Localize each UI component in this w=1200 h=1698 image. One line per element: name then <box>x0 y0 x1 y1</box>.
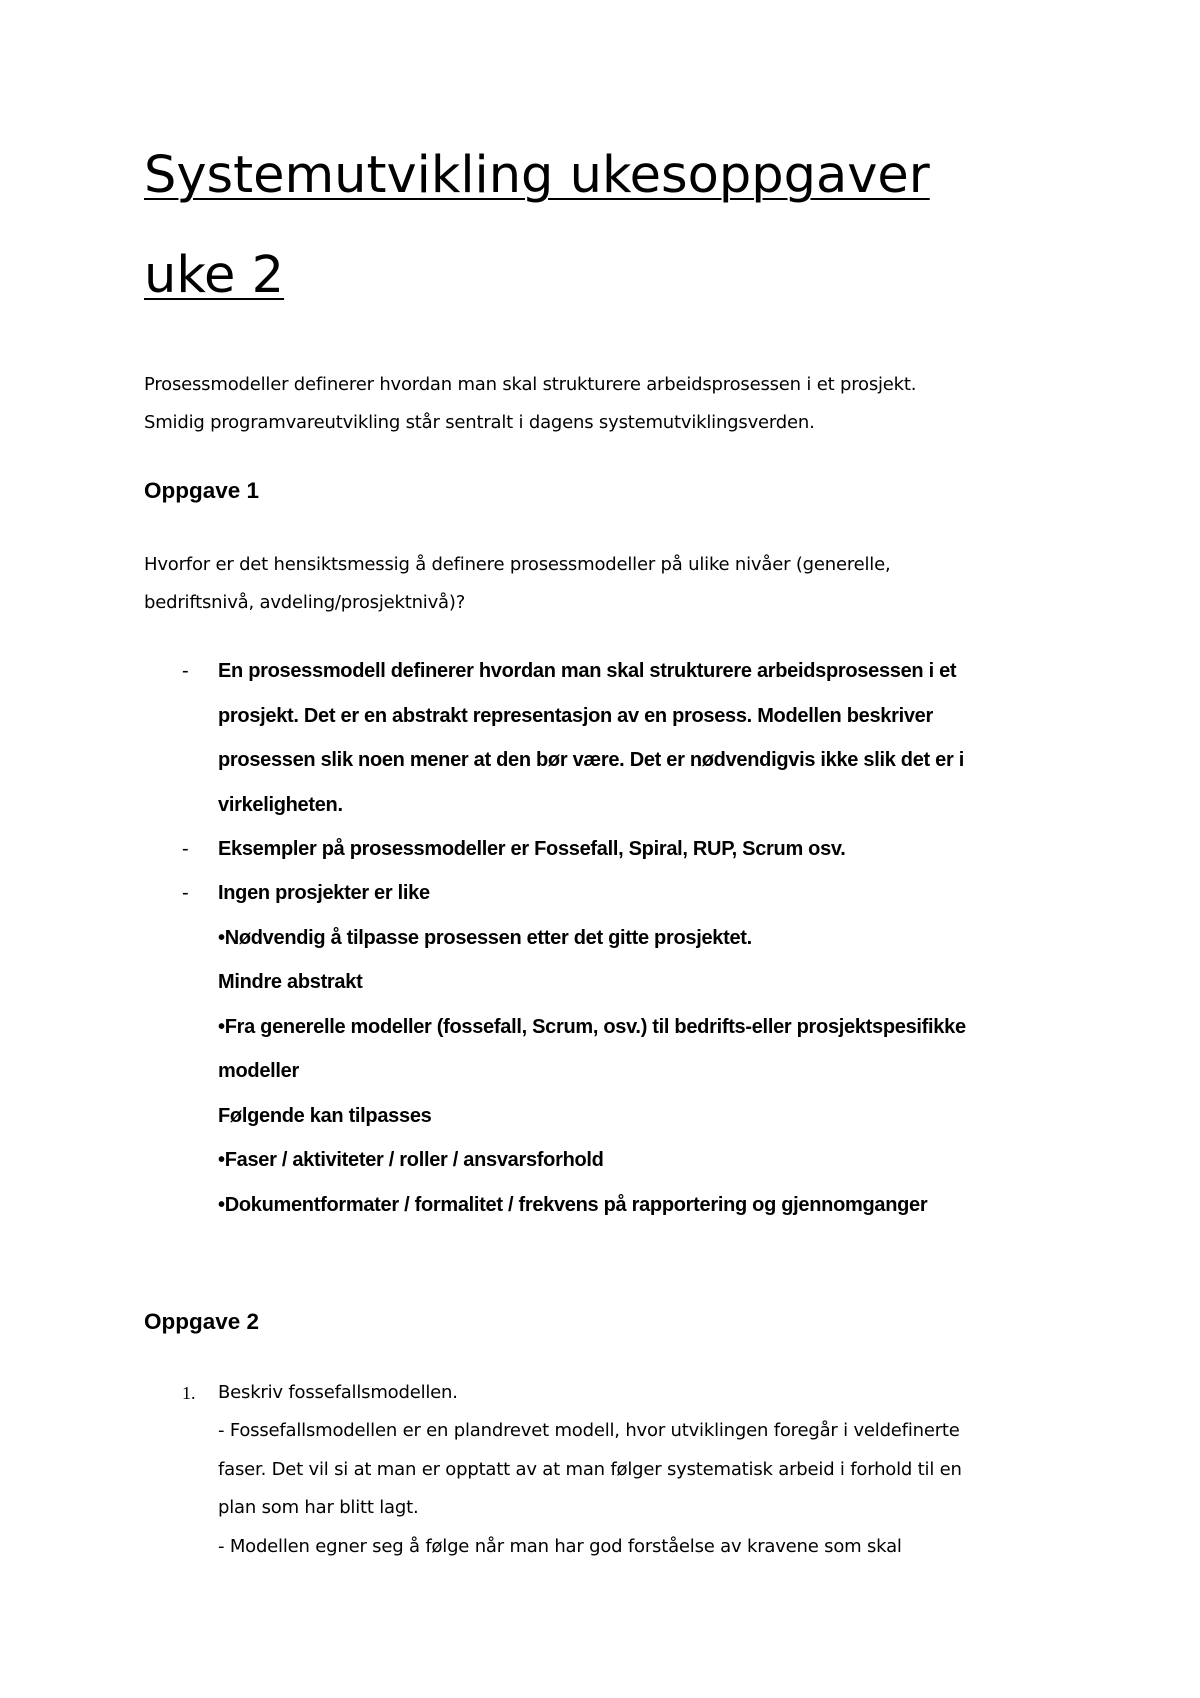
item-line: - Modellen egner seg å følge når man har god forståelse av kravene som skal <box>218 1536 902 1557</box>
answer-line: prosessen slik noen mener at den bør være. Det er nødvendigvis ikke slik det er i <box>218 749 964 771</box>
oppgave-1-question-line-2: bedriftsnivå, avdeling/prosjektnivå)? <box>144 592 466 613</box>
answer-line: Mindre abstrakt <box>218 971 363 993</box>
bullet-dash-3: - <box>182 882 189 904</box>
answer-line: virkeligheten. <box>218 794 343 816</box>
bullet-dash-2: - <box>182 838 189 860</box>
answer-line: modeller <box>218 1060 299 1082</box>
intro-line-1: Prosessmodeller definerer hvordan man skal strukturere arbeidsprosessen i et prosjekt. <box>144 374 917 395</box>
oppgave-1-heading: Oppgave 1 <box>144 478 260 503</box>
answer-line: En prosessmodell definerer hvordan man skal strukturere arbeidsprosessen i et <box>218 660 957 682</box>
answer-line: Eksempler på prosessmodeller er Fossefall, Spiral, RUP, Scrum osv. <box>218 838 846 860</box>
intro-line-2: Smidig programvareutvikling står sentralt i dagens systemutviklingsverden. <box>144 412 815 433</box>
item-line: - Fossefallsmodellen er en plandrevet modell, hvor utviklingen foregår i veldefinerte <box>218 1420 960 1441</box>
answer-line: •Nødvendig å tilpasse prosessen etter det gitte prosjektet. <box>218 927 752 949</box>
list-number-1: 1. <box>182 1383 196 1403</box>
answer-line: •Faser / aktiviteter / roller / ansvarsforhold <box>218 1149 604 1171</box>
page-title-line-1: Systemutvikling ukesoppgaver <box>144 146 930 205</box>
item-line: Beskriv fossefallsmodellen. <box>218 1382 458 1403</box>
answer-line: Ingen prosjekter er like <box>218 882 430 904</box>
answer-line: Følgende kan tilpasses <box>218 1105 432 1127</box>
item-line: plan som har blitt lagt. <box>218 1497 419 1518</box>
oppgave-2-heading: Oppgave 2 <box>144 1309 260 1334</box>
answer-line: prosjekt. Det er en abstrakt representasjon av en prosess. Modellen beskriver <box>218 705 933 727</box>
oppgave-1-question-line-1: Hvorfor er det hensiktsmessig å definere prosessmodeller på ulike nivåer (generelle, <box>144 554 891 575</box>
page-title-line-2: uke 2 <box>144 246 285 305</box>
bullet-dash-1: - <box>182 660 189 682</box>
answer-line: •Dokumentformater / formalitet / frekvens på rapportering og gjennomganger <box>218 1194 928 1216</box>
answer-line: •Fra generelle modeller (fossefall, Scrum, osv.) til bedrifts-eller prosjektspesifikke <box>218 1016 966 1038</box>
item-line: faser. Det vil si at man er opptatt av at man følger systematisk arbeid i forhold til en <box>218 1459 962 1480</box>
